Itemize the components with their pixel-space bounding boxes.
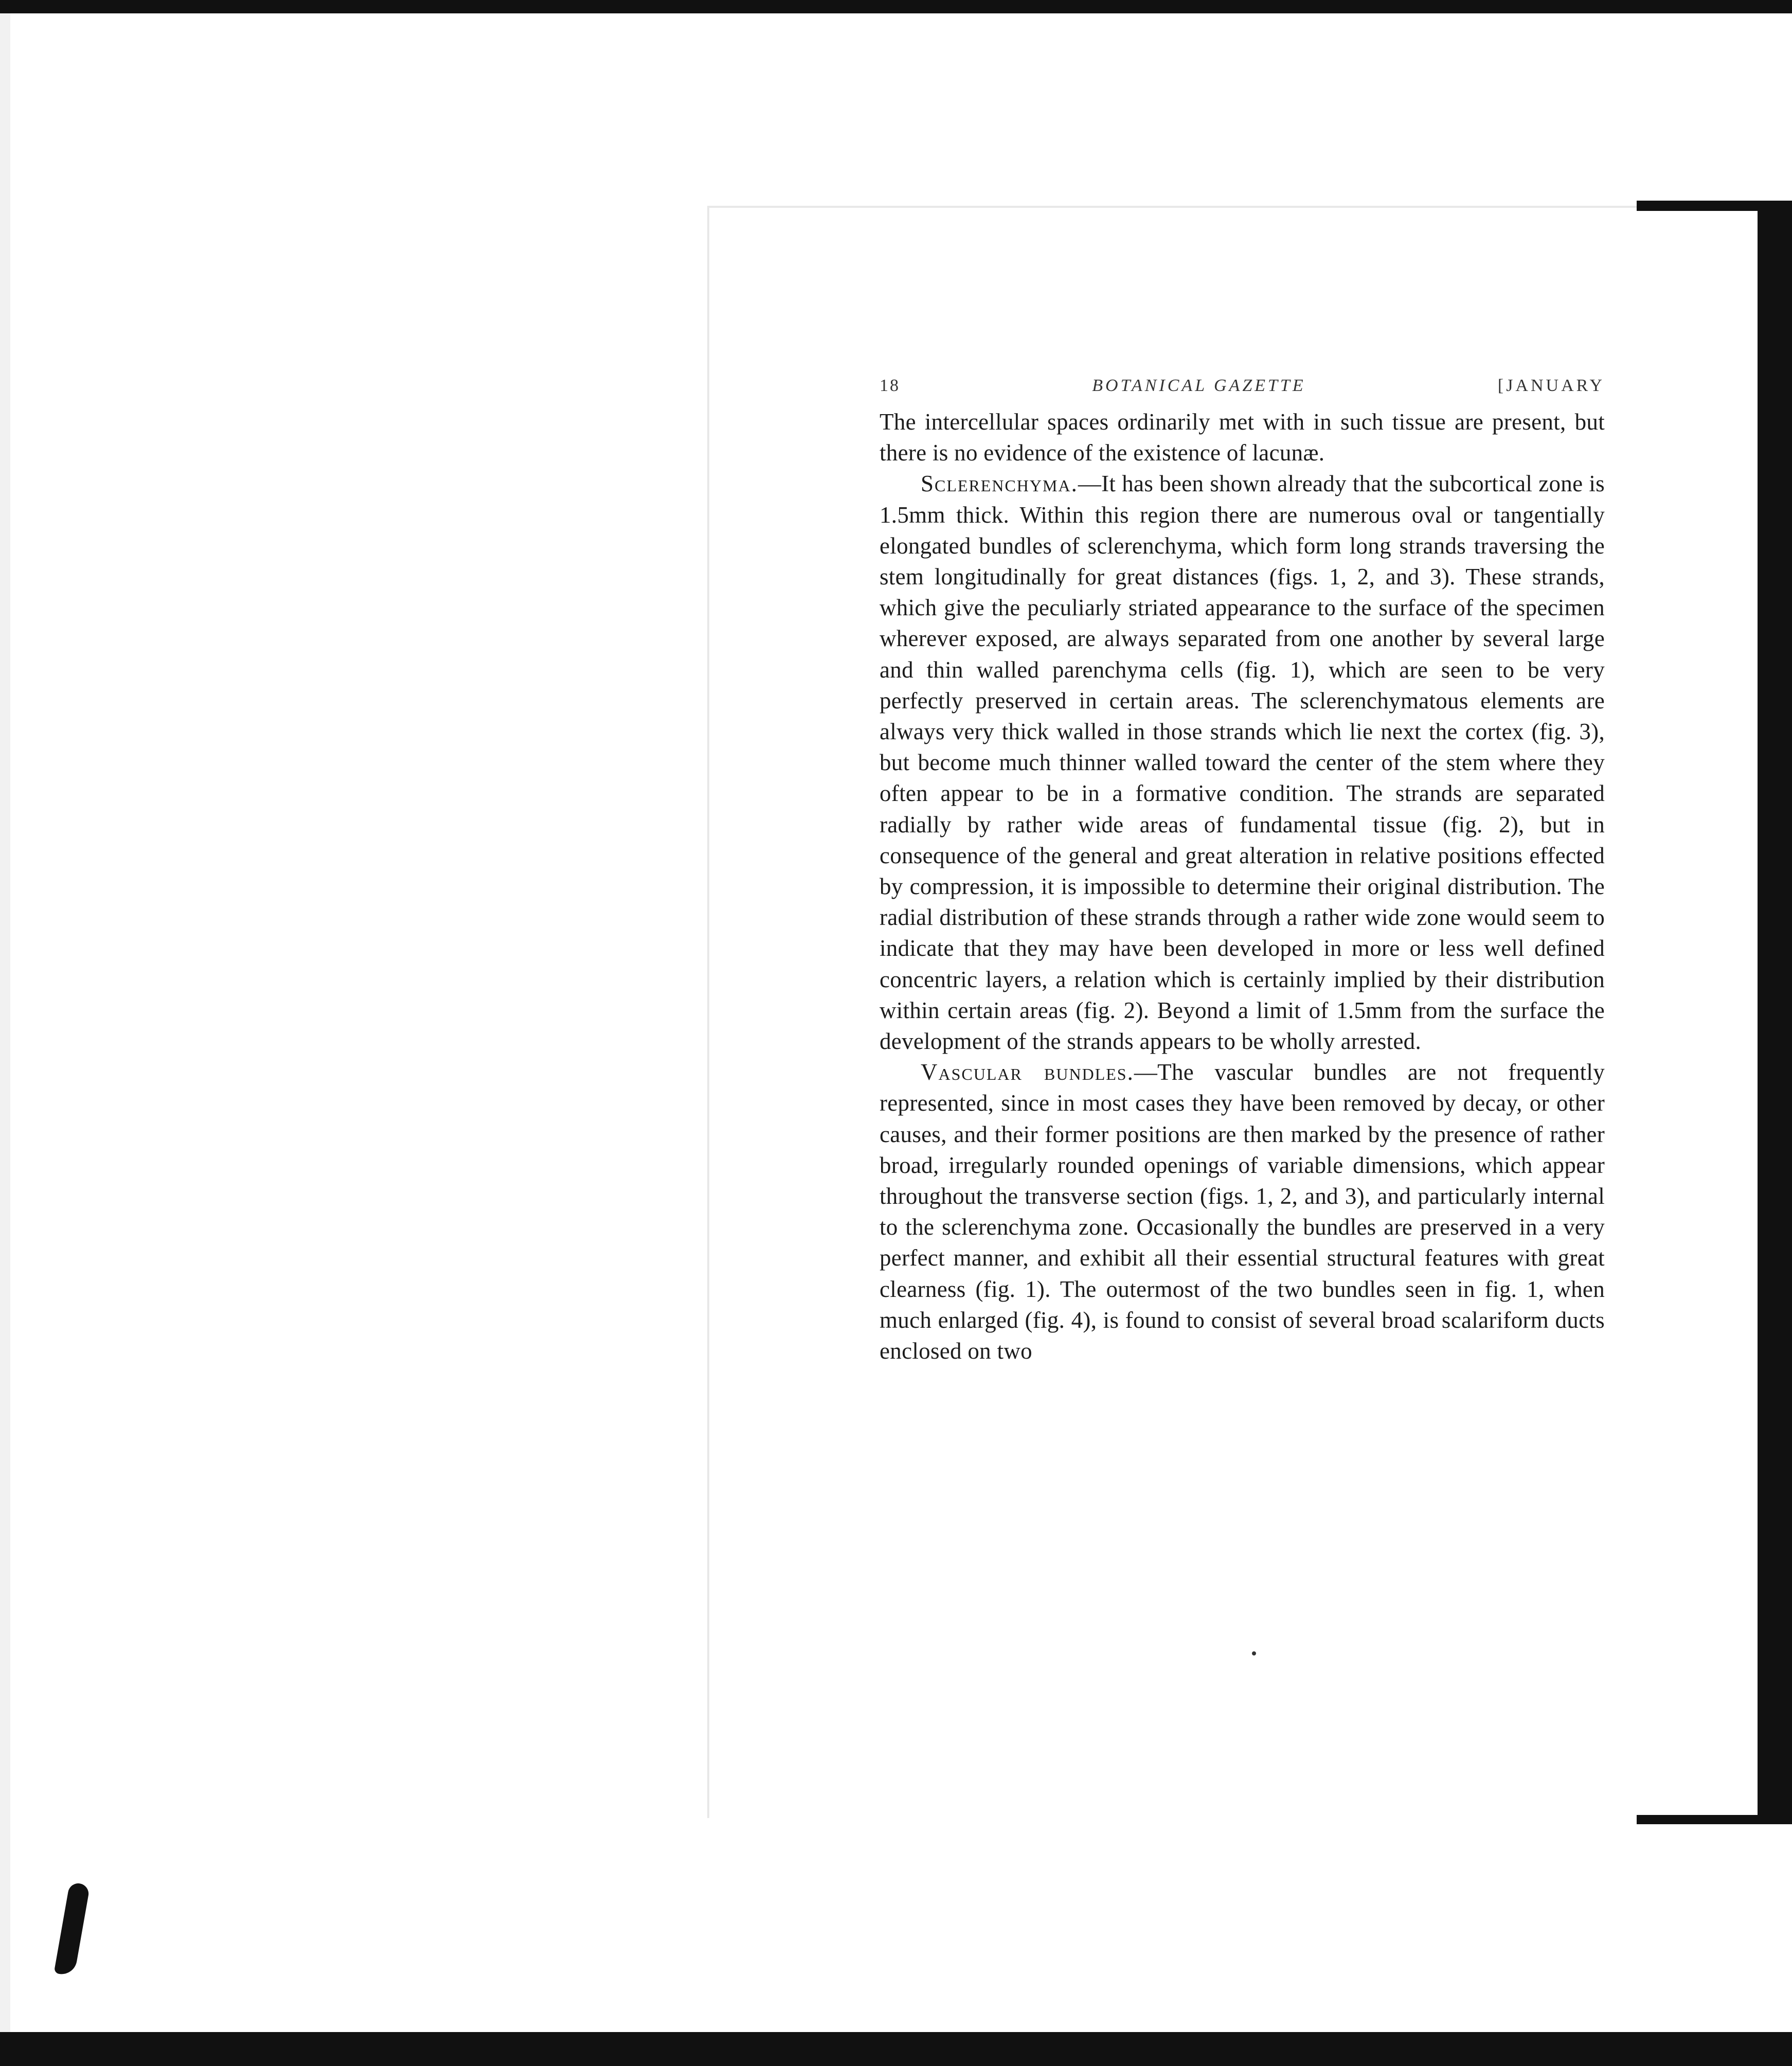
issue-month: [JANUARY <box>1497 376 1605 395</box>
paragraph-text: —It has been shown already that the subcortical zone is 1.5mm thick. Within this region there are numerous oval or tangentially elongated bundles of sclerenchyma, which form long strands traversing the stem longitudinally for great distances (figs. 1, 2, and 3). These strands, which give the peculiarly striated appearance to the surface of the specimen wherever exposed, are always separated from one another by several large and thin walled parenchyma cells (fig. 1), which are seen to be very perfectly preserved in certain areas. The sclerenchymatous elements are always very thick walled in those strands which lie next the cortex (fig. 3), but become much thinner walled toward the center of the stem where they often appear to be in a formative condition. The strands are separated radially by rather wide areas of fundamental tissue (fig. 2), but in consequence of the general and great alteration in relative positions effected by compression, it is impossible to determine their original distribution. The radial distribution of these strands through a rather wide zone would seem to indicate that they may have been developed in more or less well defined concentric layers, a relation which is certainly implied by their distribution within certain areas (fig. 2). Beyond a limit of 1.5mm from the surface the development of the strands appears to be wholly arrested. <box>880 471 1605 1055</box>
section-heading-vascular-bundles: Vascular bundles. <box>921 1059 1134 1085</box>
scan-border-bottom <box>0 2032 1792 2066</box>
paragraph-sclerenchyma <box>880 468 1605 1057</box>
scan-border-top <box>0 0 1792 13</box>
scan-bracket-bottom <box>1637 1815 1792 1824</box>
scan-speck <box>1252 1651 1256 1655</box>
paragraph-text: The intercellular spaces ordinarily met with in such tissue are present, but there is no evidence of the existence of lacunæ. <box>880 409 1605 466</box>
scan-bracket-top <box>1637 201 1792 211</box>
journal-title: BOTANICAL GAZETTE <box>1092 376 1306 395</box>
paragraph-intercellular <box>880 406 1605 468</box>
paragraph-text: —The vascular bundles are not frequently represented, since in most cases they have been removed by decay, or other causes, and their former positions are then marked by the presence of rather broad, irregularly rounded openings of variable dimensions, which appear throughout the transverse section (figs. 1, 2, and 3), and particularly internal to the sclerenchyma zone. Occasionally the bundles are preserved in a very perfect manner, and exhibit all their essential structural features with great clearness (fig. 1). The outermost of the two bundles seen in fig. 1, when much enlarged (fig. 4), is found to consist of several broad scalariform ducts enclosed on two <box>880 1059 1605 1364</box>
page-text <box>880 370 1605 1366</box>
page-number: 18 <box>880 376 900 395</box>
paragraph-vascular-bundles <box>880 1057 1605 1366</box>
section-heading-sclerenchyma: Sclerenchyma. <box>921 471 1078 497</box>
running-head <box>880 370 1605 406</box>
scan-edge-left <box>0 13 10 2032</box>
scan-bracket-vertical <box>1758 211 1792 1815</box>
binding-mark <box>54 1882 91 1976</box>
